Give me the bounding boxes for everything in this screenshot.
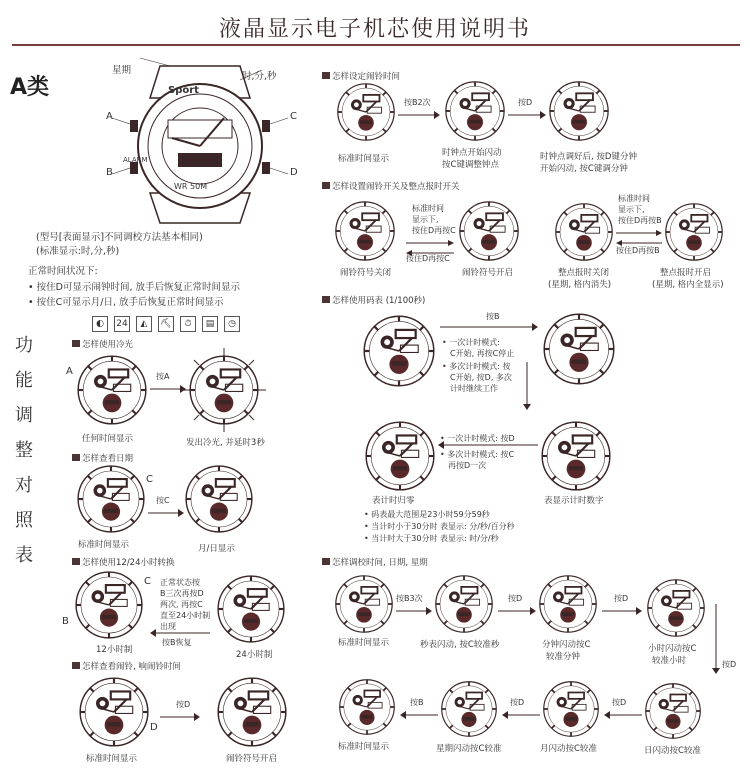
set-alarm-arrow-2: 按D <box>518 98 533 107</box>
arrow-right <box>508 110 546 120</box>
alarm-onoff-header: 怎样设置闹铃开关及整点报时开关 <box>322 180 460 192</box>
alarm-onoff-cap-2: 闹铃符号开启 <box>462 268 514 278</box>
watch-face <box>184 464 254 534</box>
stopwatch-cap-2: 表显示计时数字 <box>544 496 604 506</box>
vertical-char: 对 <box>15 475 33 496</box>
stopwatch-cap-1: 表计时归零 <box>372 496 415 506</box>
watch-face <box>540 420 612 492</box>
chime-cap-2: 闹铃符号开启 <box>226 754 278 764</box>
alarm-onoff-note-3: 按住D再按C <box>412 226 456 235</box>
stopwatch-r2b: 再按D一次 <box>448 461 487 470</box>
watch-face <box>334 200 396 262</box>
stopwatch-m1a: • 一次计时模式: <box>442 338 500 347</box>
watch-face <box>362 314 436 388</box>
document-title: 液晶显示电子机芯使用说明书 <box>218 17 531 42</box>
calendar-icon: ▤ <box>202 316 218 332</box>
set-time-arrow-4: 按D <box>722 660 737 669</box>
arrow-left <box>400 710 438 720</box>
watch-face <box>458 200 520 262</box>
stopwatch-info-2: • 当计时小于30分时 表显示: 分/秒/百分秒 <box>364 522 515 531</box>
face-alarm: ALARM <box>123 156 148 164</box>
set-time-arrow-1: 按B3次 <box>396 594 423 603</box>
h1224-btn-b: B <box>62 616 69 627</box>
watch-face <box>76 354 148 426</box>
set-time-cap-4a: 小时闪动按C <box>648 644 697 654</box>
watch-face <box>78 676 150 748</box>
alarm-onoff-cap-4a: 整点报时开启 <box>660 268 712 278</box>
btn-d-label: D <box>290 167 298 178</box>
chime-arrow-label: 按D <box>176 700 191 709</box>
set-time-cap-5: 日闪动按C较准 <box>644 746 701 756</box>
set-time-cap-6: 月闪动按C较准 <box>540 744 597 754</box>
watch-face <box>74 570 144 640</box>
chime-btn-label: D <box>150 722 158 733</box>
arrow-right <box>148 508 184 518</box>
light-header: 怎样使用冷光 <box>72 338 133 350</box>
watch-face <box>548 80 610 142</box>
light-arrow-label: 按A <box>156 372 170 381</box>
alarm-onoff-note2-1: 标准时间 <box>618 194 650 203</box>
set-time-cap-4b: 较准小时 <box>652 656 687 666</box>
alarm-onoff-cap-4b: (星期, 格内全显示) <box>652 280 724 290</box>
watch-face <box>664 202 724 262</box>
light-btn-label: A <box>66 366 73 377</box>
date-arrow-label: 按C <box>156 496 170 505</box>
h1224-note-3: 两次, 再按C <box>160 600 203 609</box>
arrow-right <box>160 712 200 722</box>
stopwatch-arrow: 按B <box>486 312 500 321</box>
label-time: 时,分,秒 <box>242 71 277 82</box>
set-alarm-cap-3b: 开始闪动, 按C键调分钟 <box>540 164 628 174</box>
title-rule <box>12 44 740 46</box>
set-alarm-cap-2b: 按C键调整钟点 <box>442 160 499 170</box>
h1224-header: 怎样使用12/24小时转换 <box>72 556 175 568</box>
alarm-icon: ◭ <box>136 316 152 332</box>
vertical-char: 照 <box>15 510 33 531</box>
alarm-onoff-note-1: 标准时间 <box>412 204 444 213</box>
alarm-onoff-back-2: 按住D再按B <box>616 246 660 255</box>
arrow-right <box>440 322 538 332</box>
watch-face <box>434 574 494 634</box>
arrow-right <box>398 110 440 120</box>
set-alarm-cap-3a: 时钟点调好后, 按D键分钟 <box>540 152 637 162</box>
arrow-right <box>602 606 642 616</box>
arrow-left <box>604 710 642 720</box>
normal-state-item-2: • 按住C可显示月/日, 放手后恢复正常时间显示 <box>28 297 224 308</box>
stopwatch-info-3: • 当计时大于30分时 表显示: 时/分/秒 <box>364 534 499 543</box>
h1224-cap-2: 24小时制 <box>236 650 273 660</box>
stopwatch-header: 怎样使用码表 (1/100秒) <box>322 294 425 306</box>
face-wr: WR 50M <box>174 182 208 191</box>
main-watch-diagram <box>100 58 300 233</box>
set-time-arrow-6: 按D <box>510 698 525 707</box>
alarm-onoff-cap-3b: (星期, 格内消失) <box>548 280 612 290</box>
h1224-note-5: 出现 <box>160 622 176 631</box>
label-weekday: 星期 <box>112 65 132 76</box>
light-cap-1: 任何时间显示 <box>82 434 134 444</box>
stopwatch-m2c: 计时继续工作 <box>450 384 498 393</box>
alarm-onoff-note2-3: 按住D再按B <box>618 216 662 225</box>
watch-face <box>216 574 286 644</box>
stopwatch-m1b: C开始, 再按C停止 <box>450 349 515 358</box>
chime-cap-1: 标准时间显示 <box>86 754 138 764</box>
date-btn-label: C <box>146 474 153 485</box>
24h-icon: 24 <box>114 316 130 332</box>
set-alarm-cap-1: 标准时间显示 <box>338 154 390 164</box>
stopwatch-m2b: C开始, 按D, 多次 <box>450 373 512 382</box>
watch-face <box>440 680 498 738</box>
btn-a-label: A <box>106 111 113 122</box>
alarm-onoff-note2-2: 显示下, <box>618 205 645 214</box>
btn-c-label: C <box>290 111 297 122</box>
h1224-note-4: 直至24小时制 <box>160 611 211 620</box>
h1224-back: 按B恢复 <box>162 638 192 647</box>
btn-b-label: B <box>106 167 113 178</box>
set-time-arrow-3: 按D <box>614 594 629 603</box>
chime-header: 怎样查看闹铃, 响闹铃时间 <box>72 660 181 672</box>
watch-face <box>644 682 702 740</box>
stopwatch-m2a: • 多次计时模式: 按 <box>442 362 511 371</box>
set-time-cap-1: 标准时间显示 <box>338 638 390 648</box>
alarm-onoff-note-2: 显示下, <box>412 215 439 224</box>
normal-state-item-1: • 按住D可显示闹钟时间, 放手后恢复正常时间显示 <box>28 282 240 293</box>
watch-face <box>646 578 706 638</box>
set-time-cap-3b: 较准分钟 <box>546 652 581 662</box>
alarm-onoff-cap-3a: 整点报时关闭 <box>558 268 610 278</box>
set-time-cap-3a: 分钟闪动按C <box>542 640 591 650</box>
watch-face <box>538 574 598 634</box>
stopwatch-info-1: • 码表最大范围是23小时59分59秒 <box>364 510 490 519</box>
section-label: A类 <box>10 75 50 100</box>
watch-face <box>334 574 394 634</box>
date-header: 怎样查看日期 <box>72 452 133 464</box>
date-cap-2: 月/日显示 <box>198 544 235 554</box>
alarm-onoff-cap-1: 闹铃符号关闭 <box>340 268 392 278</box>
watch-face <box>364 420 436 492</box>
set-time-cap-2: 秒表闪动, 按C较准秒 <box>420 640 500 650</box>
watch-face <box>338 678 396 736</box>
set-time-header: 怎样调校时间, 日期, 星期 <box>322 556 428 568</box>
light-cap-2: 发出冷光, 并延时3秒 <box>186 438 265 448</box>
vertical-char: 整 <box>15 440 33 461</box>
vertical-label <box>12 328 36 573</box>
arrow-left <box>438 440 538 450</box>
arrow-right <box>396 606 432 616</box>
set-alarm-cap-2a: 时钟点开始闪动 <box>442 148 502 158</box>
set-time-cap-7: 星期闪动按C较准 <box>436 744 502 754</box>
timer-icon: ◷ <box>224 316 240 332</box>
arrow-right <box>150 384 186 394</box>
stopwatch-icon: ⏱ <box>180 316 196 332</box>
watch-face <box>542 680 600 738</box>
alarm-onoff-back: 按住D再按C <box>406 254 450 263</box>
model-note-2: (标准显示:时,分,秒) <box>36 246 120 257</box>
set-time-arrow-2: 按D <box>508 594 523 603</box>
set-time-arrow-5: 按D <box>612 698 627 707</box>
arrow-left <box>502 710 540 720</box>
vertical-char: 功 <box>15 335 33 356</box>
watch-face <box>216 676 288 748</box>
set-alarm-arrow-1: 按B2次 <box>404 98 431 107</box>
watch-face <box>76 464 146 534</box>
watch-face <box>542 312 616 386</box>
stopwatch-r1: • 一次计时模式: 按D <box>440 434 515 443</box>
h1224-note-1: 正常状态按 <box>160 578 200 587</box>
sports-icon: ⛏ <box>158 316 174 332</box>
arrow-left <box>150 628 210 638</box>
arrow-down <box>522 362 532 410</box>
light-icon: ◐ <box>92 316 108 332</box>
face-brand: Sport <box>168 85 199 96</box>
arrow-right <box>498 606 536 616</box>
model-note-1: (型号[表面显示]不同调校方法基本相同) <box>36 232 203 243</box>
vertical-char: 调 <box>15 405 33 426</box>
watch-face-glowing <box>188 354 260 426</box>
watch-face <box>336 82 396 142</box>
normal-state-header: 正常时间状况下: <box>28 266 98 277</box>
watch-face <box>444 80 506 142</box>
h1224-cap-1: 12小时制 <box>96 645 133 655</box>
vertical-char: 能 <box>15 370 33 391</box>
arrow-down <box>711 604 721 674</box>
watch-face <box>554 202 614 262</box>
double-arrow <box>616 230 662 246</box>
h1224-btn-c: C <box>144 576 151 587</box>
h1224-note-2: B三次再按D <box>160 589 204 598</box>
stopwatch-r2a: • 多次计时模式: 按C <box>440 450 515 459</box>
set-time-cap-8: 标准时间显示 <box>338 742 390 752</box>
vertical-char: 表 <box>15 545 33 566</box>
set-time-arrow-7: 按B <box>410 698 424 707</box>
date-cap-1: 标准时间显示 <box>78 540 130 550</box>
set-alarm-header: 怎样设定闹铃时间 <box>322 70 400 82</box>
